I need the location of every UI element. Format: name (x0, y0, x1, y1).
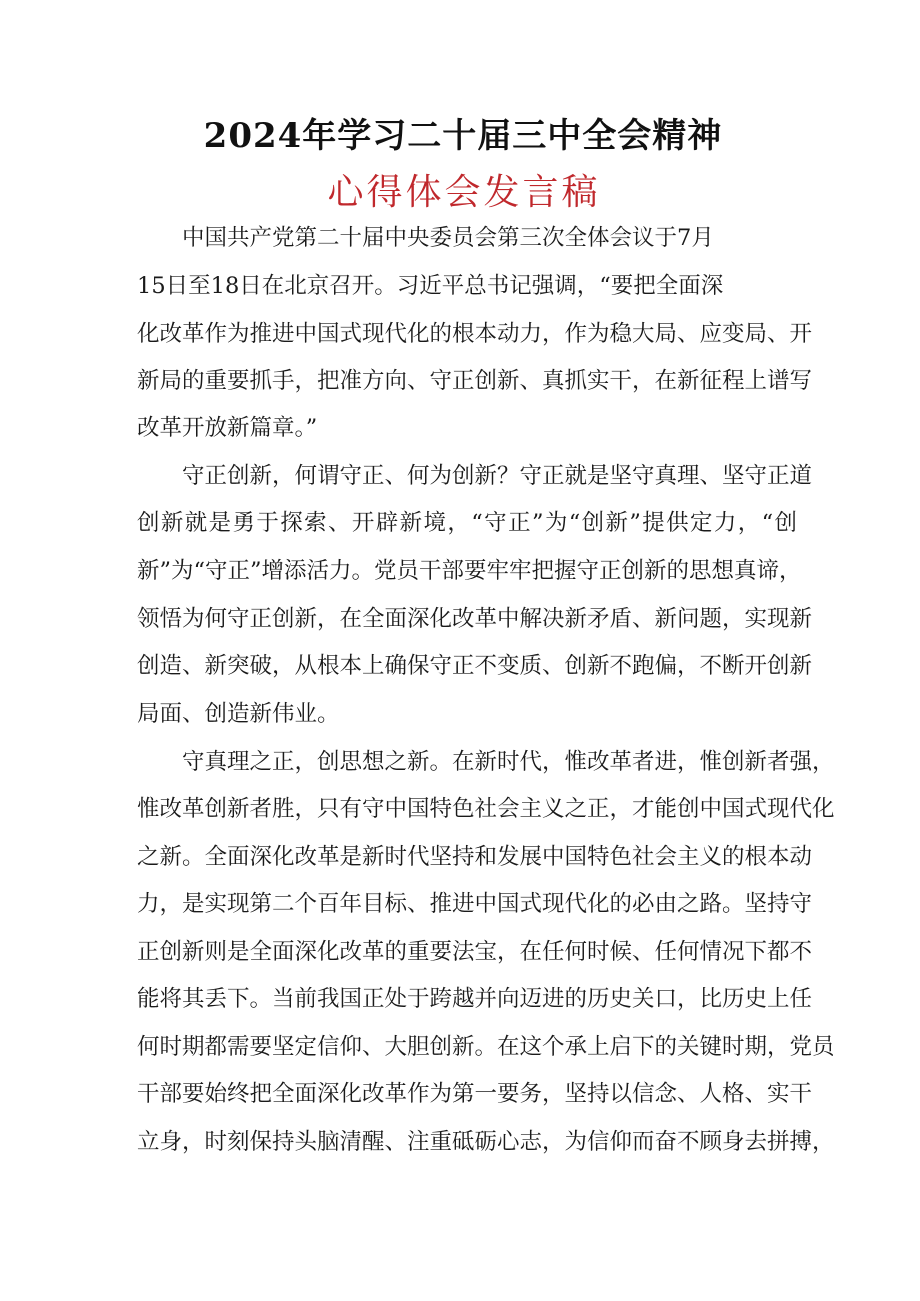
paragraph-1-line-1: 中国共产党第二十届中央委员会第三次全体会议于7月 (182, 225, 714, 251)
paragraph-2-line-4: 领悟为何守正创新，在全面深化改革中解决新矛盾、新问题，实现新 (137, 606, 813, 632)
paragraph-2-line-6: 局面、创造新伟业。 (137, 701, 340, 727)
paragraph-3-line-2: 惟改革创新者胜，只有守中国特色社会主义之正，才能创中国式现代化 (137, 796, 835, 822)
paragraph-1-line-3: 化改革作为推进中国式现代化的根本动力，作为稳大局、应变局、开 (137, 321, 813, 347)
paragraph-3-line-4: 力，是实现第二个百年目标、推进中国式现代化的必由之路。坚持守 (137, 891, 813, 917)
paragraph-2-line-1: 守正创新，何谓守正、何为创新？守正就是坚守真理、坚守正道 (182, 463, 813, 489)
paragraph-1-line-2: 15日至18日在北京召开。习近平总书记强调，“要把全面深 (137, 273, 724, 299)
paragraph-3-line-9: 立身，时刻保持头脑清醒、注重砥砺心志，为信仰而奋不顾身去拼搏， (137, 1129, 835, 1155)
paragraph-3-line-1: 守真理之正，创思想之新。在新时代，惟改革者进，惟创新者强， (182, 749, 835, 775)
paragraph-3-line-8: 干部要始终把全面深化改革作为第一要务，坚持以信念、人格、实干 (137, 1081, 813, 1107)
paragraph-2-line-2: 创新就是勇于探索、开辟新境，“守正”为“创新”提供定力，“创 (137, 510, 797, 536)
paragraph-3-line-3: 之新。全面深化改革是新时代坚持和发展中国特色社会主义的根本动 (137, 844, 813, 870)
paragraph-3-line-7: 何时期都需要坚定信仰、大胆创新。在这个承上启下的关键时期，党员 (137, 1034, 835, 1060)
paragraph-2-line-5: 创造、新突破，从根本上确保守正不变质、创新不跑偏，不断开创新 (137, 653, 813, 679)
paragraph-3-line-6: 能将其丢下。当前我国正处于跨越并向迈进的历史关口，比历史上任 (137, 986, 813, 1012)
paragraph-1-line-4: 新局的重要抓手，把准方向、守正创新、真抓实干，在新征程上谱写 (137, 368, 813, 394)
paragraph-3-line-5: 正创新则是全面深化改革的重要法宝，在任何时候、任何情况下都不 (137, 939, 813, 965)
paragraph-1-line-5: 改革开放新篇章。” (137, 415, 318, 441)
document-subtitle: 心得体会发言稿 (327, 172, 601, 213)
document-title: 2024年学习二十届三中全会精神 (203, 116, 723, 156)
paragraph-2-line-3: 新”为“守正”增添活力。党员干部要牢牢把握守正创新的思想真谛， (137, 558, 802, 584)
